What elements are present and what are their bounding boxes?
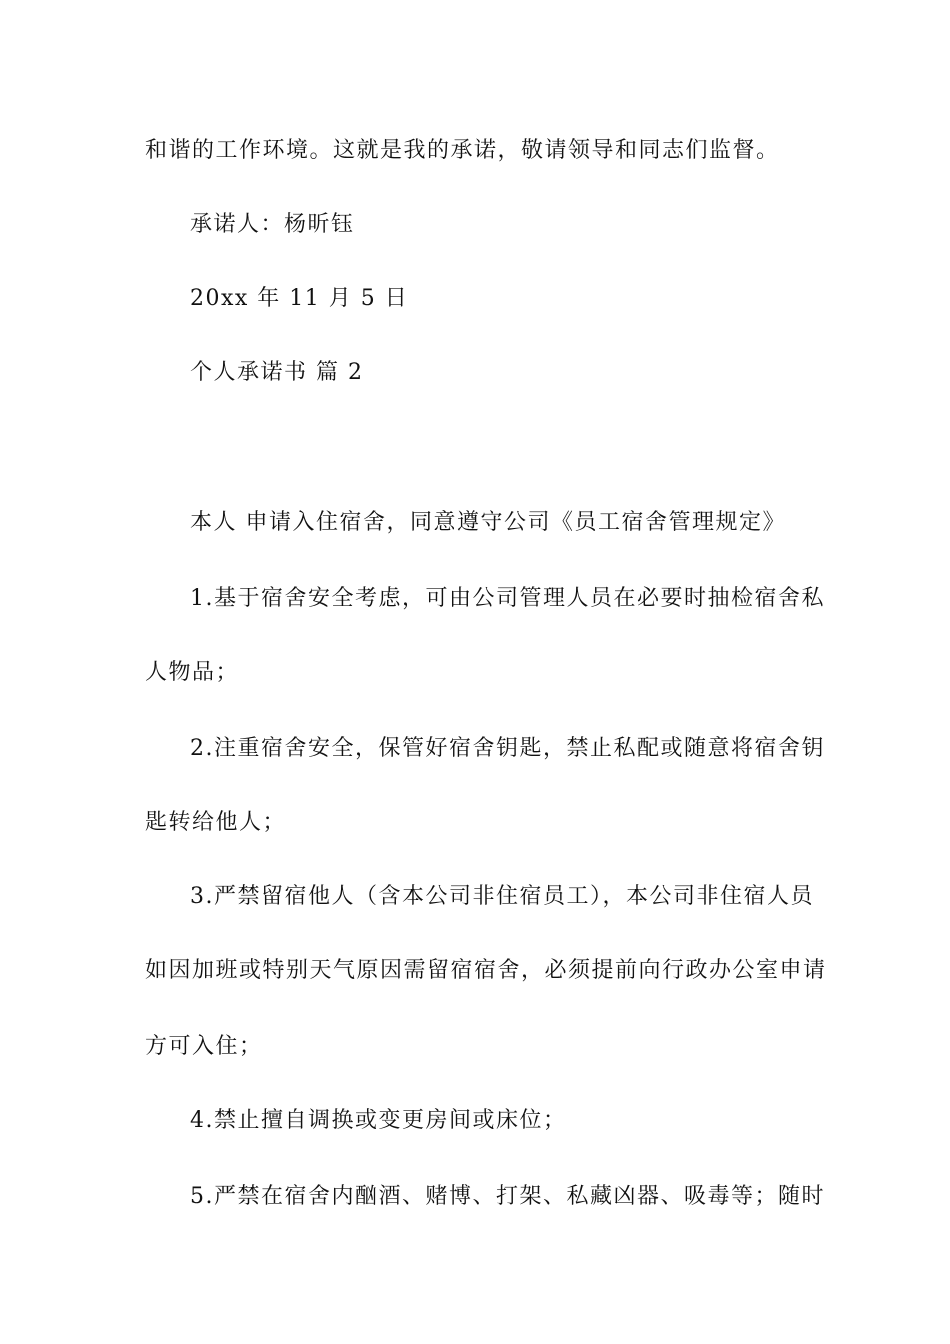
list-item-3-cont: 方可入住； — [145, 1034, 263, 1059]
list-item-2-cont: 匙转给他人； — [145, 810, 287, 835]
paragraph-line: 和谐的工作环境。这就是我的承诺，敬请领导和同志们监督。 — [145, 138, 780, 163]
list-item-1: 1.基于宿舍安全考虑，可由公司管理人员在必要时抽检宿舍私 — [190, 586, 825, 611]
list-item-5: 5.严禁在宿舍内酗酒、赌博、打架、私藏凶器、吸毒等；随时 — [190, 1184, 825, 1209]
signatory-line: 承诺人：杨昕钰 — [190, 212, 355, 237]
date-line: 20xx 年 11 月 5 日 — [190, 286, 409, 311]
section-heading: 个人承诺书 篇 2 — [190, 360, 364, 385]
list-item-4: 4.禁止擅自调换或变更房间或床位； — [190, 1108, 567, 1133]
list-item-1-cont: 人物品； — [145, 660, 240, 685]
list-item-3: 3.严禁留宿他人（含本公司非住宿员工），本公司非住宿人员 — [190, 884, 814, 909]
paragraph-line: 本人 申请入住宿舍，同意遵守公司《员工宿舍管理规定》 — [190, 510, 786, 535]
list-item-2: 2.注重宿舍安全，保管好宿舍钥匙，禁止私配或随意将宿舍钥 — [190, 736, 825, 761]
list-item-3-cont: 如因加班或特别天气原因需留宿宿舍，必须提前向行政办公室申请 — [145, 958, 827, 983]
